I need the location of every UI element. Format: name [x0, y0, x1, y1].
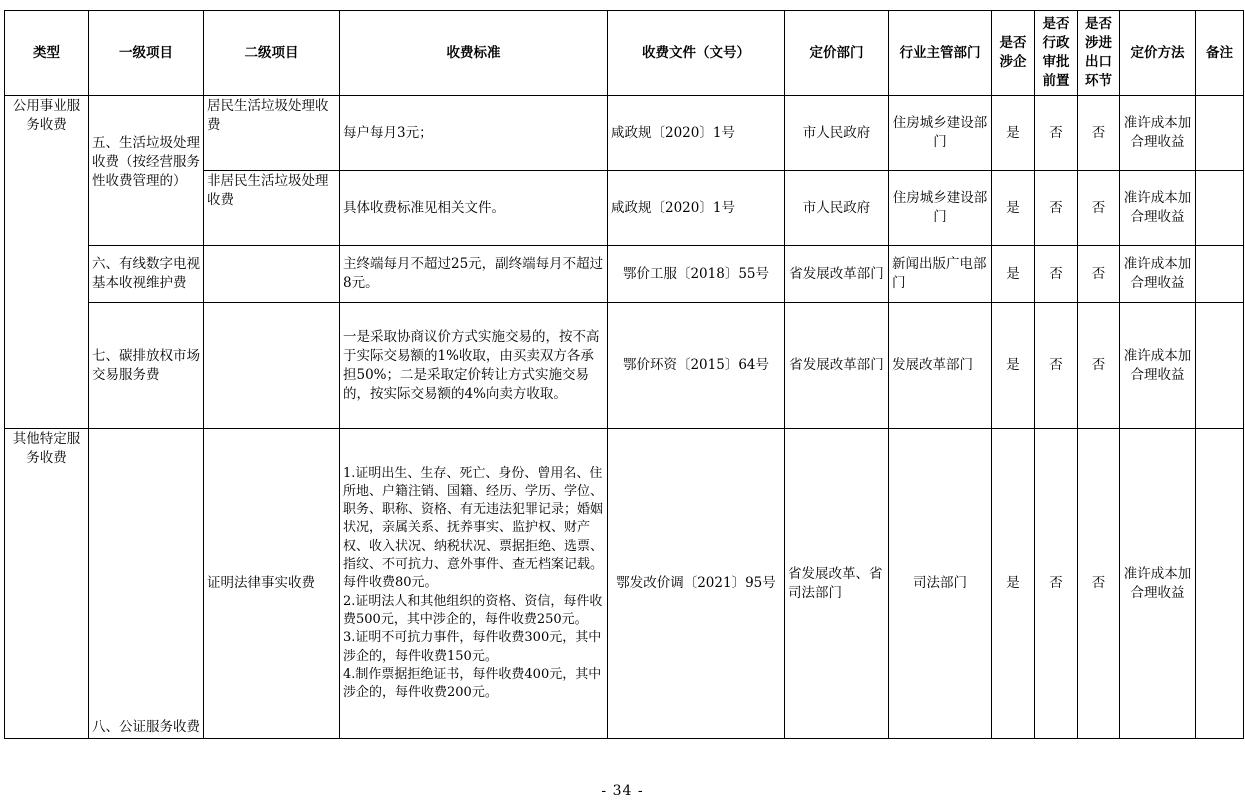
level1-cell: 六、有线数字电视基本收视维护费 [89, 246, 204, 303]
table-row [5, 246, 1244, 303]
table-row [5, 429, 1244, 739]
admin-approval-cell: 否 [1035, 246, 1078, 303]
industry-dept-cell: 新闻出版广电部门 [889, 246, 992, 303]
admin-approval-cell: 否 [1035, 171, 1078, 246]
standard-cell: 每户每月3元； [340, 96, 608, 171]
pricing-dept-cell: 市人民政府 [785, 96, 889, 171]
document-cell: 鄂发改价调〔2021〕95号 [608, 429, 785, 739]
table-row [5, 96, 1244, 171]
level1-cell [89, 96, 204, 246]
import-export-cell: 否 [1078, 246, 1120, 303]
enterprise-cell: 是 [992, 246, 1035, 303]
document-cell: 鄂价环资〔2015〕64号 [608, 303, 785, 429]
level2-cell [204, 303, 340, 429]
header-enterprise: 是否涉企 [992, 11, 1035, 96]
header-row [5, 11, 1244, 96]
pricing-method-cell: 准许成本加合理收益 [1120, 303, 1196, 429]
pricing-dept-cell: 市人民政府 [785, 171, 889, 246]
header-import-export: 是否涉进出口环节 [1078, 11, 1120, 96]
header-pricing-method: 定价方法 [1120, 11, 1196, 96]
import-export-cell: 否 [1078, 171, 1120, 246]
page-number: - 34 - [601, 783, 644, 799]
remarks-cell [1196, 96, 1244, 171]
fee-table [4, 10, 1244, 739]
admin-approval-cell: 否 [1035, 429, 1078, 739]
pricing-dept-cell: 省发展改革部门 [785, 303, 889, 429]
header-level2: 二级项目 [204, 11, 340, 96]
industry-dept-cell: 司法部门 [889, 429, 992, 739]
enterprise-cell: 是 [992, 96, 1035, 171]
standard-cell: 1.证明出生、生存、死亡、身份、曾用名、住所地、户籍注销、国籍、经历、学历、学位、职务、职称、资格、有无违法犯罪记录；婚姻状况，亲属关系、抚养事实、监护权、财产权、收入状况、纳税状况、票据拒绝、选票、指纹、不可抗力、意外事件、查无档案记载。每件收费80元。 2.证明法人和其他组织的资格、资信，每件收费500元，其中涉企的，每件收费250元。 3.证明不可抗力事件，每件收费300元，其中涉企的，每件收费150元。 4.制作票据拒绝证书，每件收费400元，其中涉企的，每件收费200元。 [340, 429, 608, 739]
level1-text: 五、生活垃圾处理收费（按经营服务性收费管理的） [92, 135, 200, 189]
pricing-method-cell: 准许成本加合理收益 [1120, 171, 1196, 246]
header-level1: 一级项目 [89, 11, 204, 96]
admin-approval-cell: 否 [1035, 96, 1078, 171]
table-row [5, 303, 1244, 429]
remarks-cell [1196, 429, 1244, 739]
header-industry-dept: 行业主管部门 [889, 11, 992, 96]
import-export-cell: 否 [1078, 303, 1120, 429]
pricing-method-cell: 准许成本加合理收益 [1120, 429, 1196, 739]
industry-dept-cell: 住房城乡建设部门 [889, 96, 992, 171]
enterprise-cell: 是 [992, 303, 1035, 429]
remarks-cell [1196, 171, 1244, 246]
enterprise-cell: 是 [992, 429, 1035, 739]
enterprise-cell: 是 [992, 171, 1035, 246]
header-pricing-dept: 定价部门 [785, 11, 889, 96]
category-cell: 公用事业服务收费 [5, 96, 89, 429]
document-cell: 咸政规〔2020〕1号 [608, 96, 785, 171]
header-type: 类型 [5, 11, 89, 96]
level2-cell: 居民生活垃圾处理收费 [204, 96, 340, 171]
remarks-cell [1196, 303, 1244, 429]
level1-cell: 八、公证服务收费 [89, 429, 204, 739]
remarks-cell [1196, 246, 1244, 303]
header-document: 收费文件（文号） [608, 11, 785, 96]
standard-cell: 主终端每月不超过25元，副终端每月不超过8元。 [340, 246, 608, 303]
standard-cell: 具体收费标准见相关文件。 [340, 171, 608, 246]
industry-dept-cell: 住房城乡建设部门 [889, 171, 992, 246]
category-cell: 其他特定服务收费 [5, 429, 89, 739]
header-admin-approval: 是否行政审批前置 [1035, 11, 1078, 96]
pricing-method-cell: 准许成本加合理收益 [1120, 96, 1196, 171]
level1-cell: 七、碳排放权市场交易服务费 [89, 303, 204, 429]
pricing-dept-cell: 省发展改革部门 [785, 246, 889, 303]
pricing-dept-cell: 省发展改革、省司法部门 [785, 429, 889, 739]
document-cell: 鄂价工服〔2018〕55号 [608, 246, 785, 303]
header-remarks: 备注 [1196, 11, 1244, 96]
import-export-cell: 否 [1078, 96, 1120, 171]
level2-cell: 证明法律事实收费 [204, 429, 340, 739]
admin-approval-cell: 否 [1035, 303, 1078, 429]
industry-dept-cell: 发展改革部门 [889, 303, 992, 429]
level2-cell: 非居民生活垃圾处理收费 [204, 171, 340, 246]
document-cell: 咸政规〔2020〕1号 [608, 171, 785, 246]
header-standard: 收费标准 [340, 11, 608, 96]
standard-cell: 一是采取协商议价方式实施交易的，按不高于实际交易额的1%收取，由买卖双方各承担50%；二是采取定价转让方式实施交易的，按实际交易额的4%向卖方收取。 [340, 303, 608, 429]
pricing-method-cell: 准许成本加合理收益 [1120, 246, 1196, 303]
level2-cell [204, 246, 340, 303]
import-export-cell: 否 [1078, 429, 1120, 739]
